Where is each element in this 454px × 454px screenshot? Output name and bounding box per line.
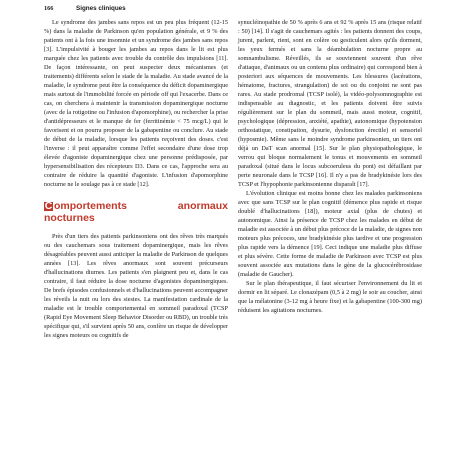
running-title: Signes cliniques [76,5,126,12]
paragraph-evolution-clinique: L'évolution clinique est moins bonne chez les malades parkinsoniens avec que sans TCSP sur le plan cognitif (démence plus rapide et risque doublé d'hallucinations [18]), moteur axial (plus de chutes) et autonomique. Ainsi la présence de TCSP chez les malades en début de maladie est associée à un début plus précoce de la maladie, de signes non moteurs plus précoces, une bradykinésie plus tardive et une progression plus rapide vers la démence [19]. Ceci indique une maladie plus diffuse et plus sévère. Cette forme de maladie de Parkinson avec TCSP est plus souvent associée aux mutations dans le gène de la glucocérébrosidase (maladie de Gaucher). [238,190,422,278]
paragraph-therapeutique: Sur le plan thérapeutique, il faut sécuriser l'environnement du lit et dormir en lit séparé. Le clonazépam (0,5 à 2 mg) le soir au coucher, ainsi que la mélatonine (3-12 mg à heure fixe) et la gabapentine (100-300 mg) réduisent les agitations nocturnes. [238,280,422,314]
section-dropcap: C [44,200,53,212]
section-heading-comportements [44,201,228,224]
paragraph-jambes-sans-repos: Le syndrome des jambes sans repos est un peu plus fréquent (12-15 %) dans la maladie de Parkinson qu'en population générale, et 9 % des patients ont à la fois une insomnie et un syndrome des jambes sans repos [3]. L'impulsivité à bouger les jambes au repos dans le lit est plus marquée chez les patients avec trouble du contrôle des impulsions [11]. De façon intéressante, on peut suspecter deux mécanismes (et traitements) différents selon le stade de la maladie. Au stade avancé de la maladie, le syndrome peut être la conséquence du déficit dopaminergique mais surtout de l'immobilité forcée en période off qui l'exacerbe. Dans ce cas, on cherchera à maintenir la transmission dopaminergique nocturne (avec de la rotigotine ou l'infusion d'apomorphine), ou rechercher la prise d'antidépresseurs et le manque de fer (ferritinémie < 75 mcg/L) qui le favorisent et on pourra proposer de la gabapentine ou conclure. Au stade de début de la maladie, lorsque les patients reçoivent des doses. c'est l'inverse : il peut apparaître comme l'effet secondaire d'une dose trop élevée d'agoniste dopaminergique chez une personne prédisposée, par hypersensibilisation des récepteurs D3. Dans ce cas, l'approche sera au contraire de réduire la quantité d'agoniste. L'infusion d'apomorphine nocturne ne le soulage pas à ce stade [12]. [44,19,228,188]
page-header [44,5,444,17]
right-column [238,18,422,315]
paragraph-tcsp-description: synucléinopathie de 50 % après 6 ans et 92 % après 15 ans (risque relatif : 50) [14]. Il s'agit de cauchemars agités : les patients donnent des coups, jurent, parlent, rient, sont en colère ou gesticulent alors qu'ils dorment, les yeux fermés et sans la déambulation nocturne propre au somnambulisme. Réveillés, ils se souviennent souvent d'un rêve d'attaque, d'animaux ou un contenu plus ordinaire) qui correspond bien à posteriori aux séquences de mouvements. Les blessures (lacérations, hématome, fractures, strangulation) de soi ou du conjoint ne sont pas rares. Au stade prodromal (TCSP isolé), la vidéo-polysomnographie est indispensable au diagnostic, et les patients doivent être suivis régulièrement sur le plan du sommeil, mais aussi moteur, cognitif, psychologique (dépression, anxiété, apathie), autonomique (hypotension orthostatique, constipation, dysurie, dysfonction érectile) et sensoriel (hyposmie). Même sans le moindre syndrome parkinsonien, un tiers ont déjà un DaT scan anormal [15]. Sur le plan physiopathologique, le verrou qui bloque normalement le tonus et mouvements en sommeil paradoxal (situé dans le locus subcoeruleus du pont) est défaillant par perte neuronale dans le TCSP [16]. Il n'y a pas de bradykinésie lors des TCSP et l'hypophonie parkinsonienne disparaît [17]. [238,19,422,188]
page-number: 166 [44,5,54,12]
left-column [44,18,228,340]
paragraph-reves: Près d'un tiers des patients parkinsoniens ont des rêves très marqués ou des cauchemars sous traitement dopaminergique, mais les rêves désagréables peuvent aussi anticiper la maladie de Parkinson de quelques années [13]. Les rêves anormaux sont souvent précurseurs d'hallucinations diurnes. Les patients s'en plaignent peu et, dans le cas contraire, il faut réduire la dose nocturne d'agonistes dopaminergiques. De brefs épisodes confusionnels et d'hallucinations peuvent accompagner les réveils la nuit ou lors des siestes. La manifestation cardinale de la maladie est le trouble comportemental en sommeil paradoxal (TCSP (Rapid Eye Movement Sleep Behavior Disorder ou RBD), un trouble très spécifique qui, s'il survient après 50 ans, confère un risque de développer les signes moteurs ou cognitifs de [44,233,228,339]
section-heading-text: omportements anormaux nocturnes [44,200,228,224]
